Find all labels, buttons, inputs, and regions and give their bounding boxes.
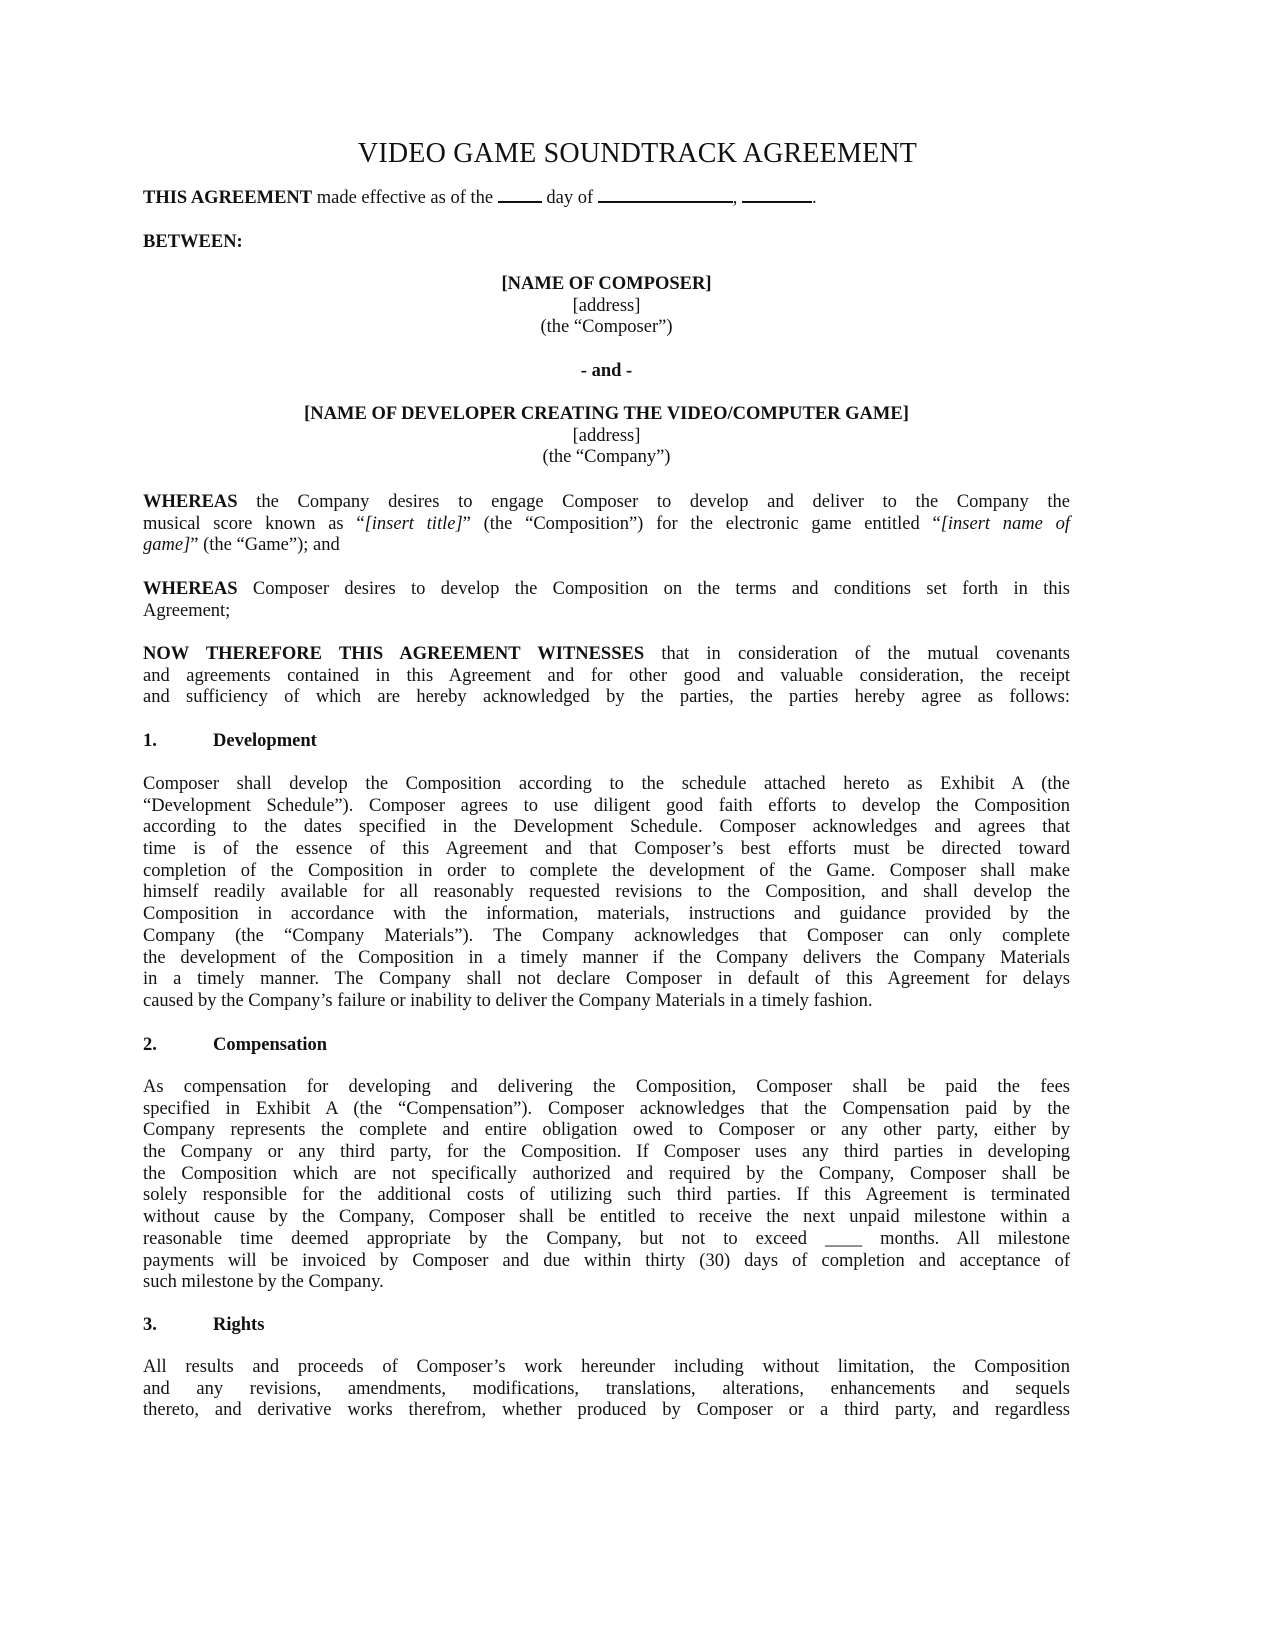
intro-text: ,: [732, 188, 742, 208]
text-segment: the Composition which are not specifically authorized and required by the Company, Composer shall be: [143, 1163, 1070, 1184]
text-segment: according to the dates specified in the Development Schedule. Composer acknowledges and agrees that: [143, 817, 1070, 838]
text-segment: As compensation for developing and delivering the Composition, Composer shall be paid the fees: [143, 1077, 1070, 1097]
bold-text: WHEREAS: [143, 579, 238, 599]
text-line: [143, 1357, 1070, 1379]
company-party: [143, 404, 1070, 469]
text-segment: and sufficiency of which are hereby acknowledged by the parties, the parties hereby agree as follows:: [143, 687, 1070, 708]
intro-line: [143, 187, 1070, 210]
text-segment: Composer desires to develop the Composition on the terms and conditions set forth in this: [237, 579, 1070, 599]
text-line: [143, 687, 1070, 709]
rights-paragraph: [143, 1357, 1070, 1422]
whereas-paragraph-1: [143, 492, 1070, 557]
text-line: [143, 1142, 1070, 1164]
text-segment: in a timely manner. The Company shall not declare Composer in default of this Agreement for delays: [143, 969, 1070, 990]
intro-text: day of: [541, 188, 598, 208]
text-line: [143, 904, 1070, 926]
bold-text: NOW THEREFORE THIS AGREEMENT WITNESSES: [143, 644, 645, 664]
day-blank: [498, 187, 542, 203]
text-line: [143, 882, 1070, 904]
text-line: [143, 774, 1070, 796]
composer-address: [address]: [572, 295, 641, 316]
intro-text: made effective as of the: [312, 188, 498, 208]
and-separator: - and -: [580, 361, 633, 381]
intro-bold: THIS AGREEMENT: [143, 188, 313, 208]
text-segment: Company represents the complete and entire obligation owed to Composer or any other party, either by: [143, 1120, 1070, 1141]
section-title: Development: [213, 731, 317, 751]
composer-defined: (the “Composer”): [540, 317, 673, 338]
company-defined: (the “Company”): [542, 447, 671, 468]
text-segment: the Company desires to engage Composer to develop and deliver to the Company the: [237, 492, 1070, 512]
section-heading-compensation: [143, 1035, 327, 1057]
text-segment: completion of the Composition in order to complete the development of the Game. Composer shall make: [143, 860, 1070, 881]
italic-placeholder: [insert title]: [364, 513, 463, 534]
text-line: [143, 1251, 1070, 1273]
month-blank: [598, 187, 733, 203]
compensation-paragraph: [143, 1077, 1070, 1294]
section-heading-rights: [143, 1315, 264, 1337]
section-title: Rights: [213, 1315, 265, 1335]
section-title: Compensation: [213, 1035, 328, 1055]
text-segment: musical score known as “: [143, 513, 365, 534]
bold-text: WHEREAS: [143, 492, 238, 512]
text-segment: Agreement;: [143, 600, 231, 621]
text-line: [143, 948, 1070, 970]
text-line: [143, 1400, 1070, 1422]
text-segment: the development of the Composition in a timely manner if the Company delivers the Company Materials: [143, 947, 1070, 968]
text-line: [143, 1099, 1070, 1121]
text-line: [143, 1120, 1070, 1142]
text-line: [143, 817, 1070, 839]
text-segment: payments will be invoiced by Composer and due within thirty (30) days of completion and acceptance of: [143, 1250, 1070, 1271]
text-line: [143, 579, 1070, 601]
text-segment: and agreements contained in this Agreement and for other good and valuable consideration, the receipt: [143, 665, 1070, 686]
text-line: [143, 1185, 1070, 1207]
text-segment: and any revisions, amendments, modifications, translations, alterations, enhancements and sequels: [143, 1378, 1070, 1399]
text-line: [143, 644, 1070, 666]
development-paragraph: [143, 774, 1070, 1013]
italic-placeholder: [insert name of: [940, 513, 1071, 534]
section-number: 3.: [143, 1315, 157, 1335]
company-address: [address]: [572, 425, 641, 446]
text-line: [143, 1379, 1070, 1401]
text-line: [143, 1207, 1070, 1229]
text-line: [143, 926, 1070, 948]
text-line: [143, 535, 1070, 557]
text-segment: thereto, and derivative works therefrom, whether produced by Composer or a third party, and regardless: [143, 1400, 1070, 1421]
text-line: [143, 514, 1070, 536]
text-line: [143, 969, 1070, 991]
document-title: VIDEO GAME SOUNDTRACK AGREEMENT: [357, 138, 918, 169]
company-name: [NAME OF DEVELOPER CREATING THE VIDEO/COMPUTER GAME]: [304, 404, 909, 424]
text-segment: the Company or any third party, for the Composition. If Composer uses any third parties in developing: [143, 1142, 1070, 1163]
between-label: BETWEEN:: [143, 232, 243, 252]
composer-party: [143, 274, 1070, 339]
text-segment: without cause by the Company, Composer shall be entitled to receive the next unpaid milestone within a: [143, 1207, 1070, 1228]
text-segment: Composer shall develop the Composition according to the schedule attached hereto as Exhibit A (the: [143, 774, 1070, 794]
now-therefore-paragraph: [143, 644, 1070, 709]
text-segment: himself readily available for all reasonably requested revisions to the Composition, and shall develop the: [143, 882, 1070, 903]
text-line: [143, 492, 1070, 514]
text-segment: Company (the “Company Materials”). The Company acknowledges that Composer can only complete: [143, 925, 1070, 946]
text-segment: specified in Exhibit A (the “Compensation”). Composer acknowledges that the Compensation paid by the: [143, 1098, 1070, 1119]
text-segment: solely responsible for the additional costs of utilizing such third parties. If this Agreement is terminated: [143, 1185, 1070, 1206]
text-line: [143, 839, 1070, 861]
text-line: [143, 666, 1070, 688]
text-segment: All results and proceeds of Composer’s work hereunder including without limitation, the Composition: [143, 1357, 1070, 1377]
section-number: 1.: [143, 731, 157, 751]
text-line: [143, 1164, 1070, 1186]
composer-name: [NAME OF COMPOSER]: [501, 274, 712, 294]
text-line: [143, 1272, 1070, 1294]
text-segment: reasonable time deemed appropriate by the Company, but not to exceed ____ months. All milestone: [143, 1228, 1070, 1249]
year-blank: [742, 187, 812, 203]
section-heading-development: [143, 731, 317, 753]
italic-placeholder: game]: [143, 535, 191, 556]
intro-text: .: [811, 188, 817, 208]
text-line: [143, 796, 1070, 818]
text-line: [143, 991, 1070, 1013]
text-segment: time is of the essence of this Agreement and that Composer’s best efforts must be directed toward: [143, 839, 1070, 860]
text-segment: Composition in accordance with the information, materials, instructions and guidance provided by the: [143, 904, 1070, 925]
text-line: [143, 861, 1070, 883]
text-segment: caused by the Company’s failure or inability to deliver the Company Materials in a timely fashion.: [143, 990, 873, 1011]
text-segment: that in consideration of the mutual covenants: [644, 644, 1070, 664]
text-line: [143, 1229, 1070, 1251]
text-segment: ” (the “Game”); and: [190, 535, 340, 556]
section-number: 2.: [143, 1035, 157, 1055]
text-line: [143, 601, 1070, 623]
whereas-paragraph-2: [143, 579, 1070, 622]
text-line: [143, 1077, 1070, 1099]
text-segment: “Development Schedule”). Composer agrees to use diligent good faith efforts to develop the Composition: [143, 795, 1070, 816]
text-segment: such milestone by the Company.: [143, 1272, 384, 1293]
text-segment: ” (the “Composition”) for the electronic game entitled “: [462, 513, 941, 534]
